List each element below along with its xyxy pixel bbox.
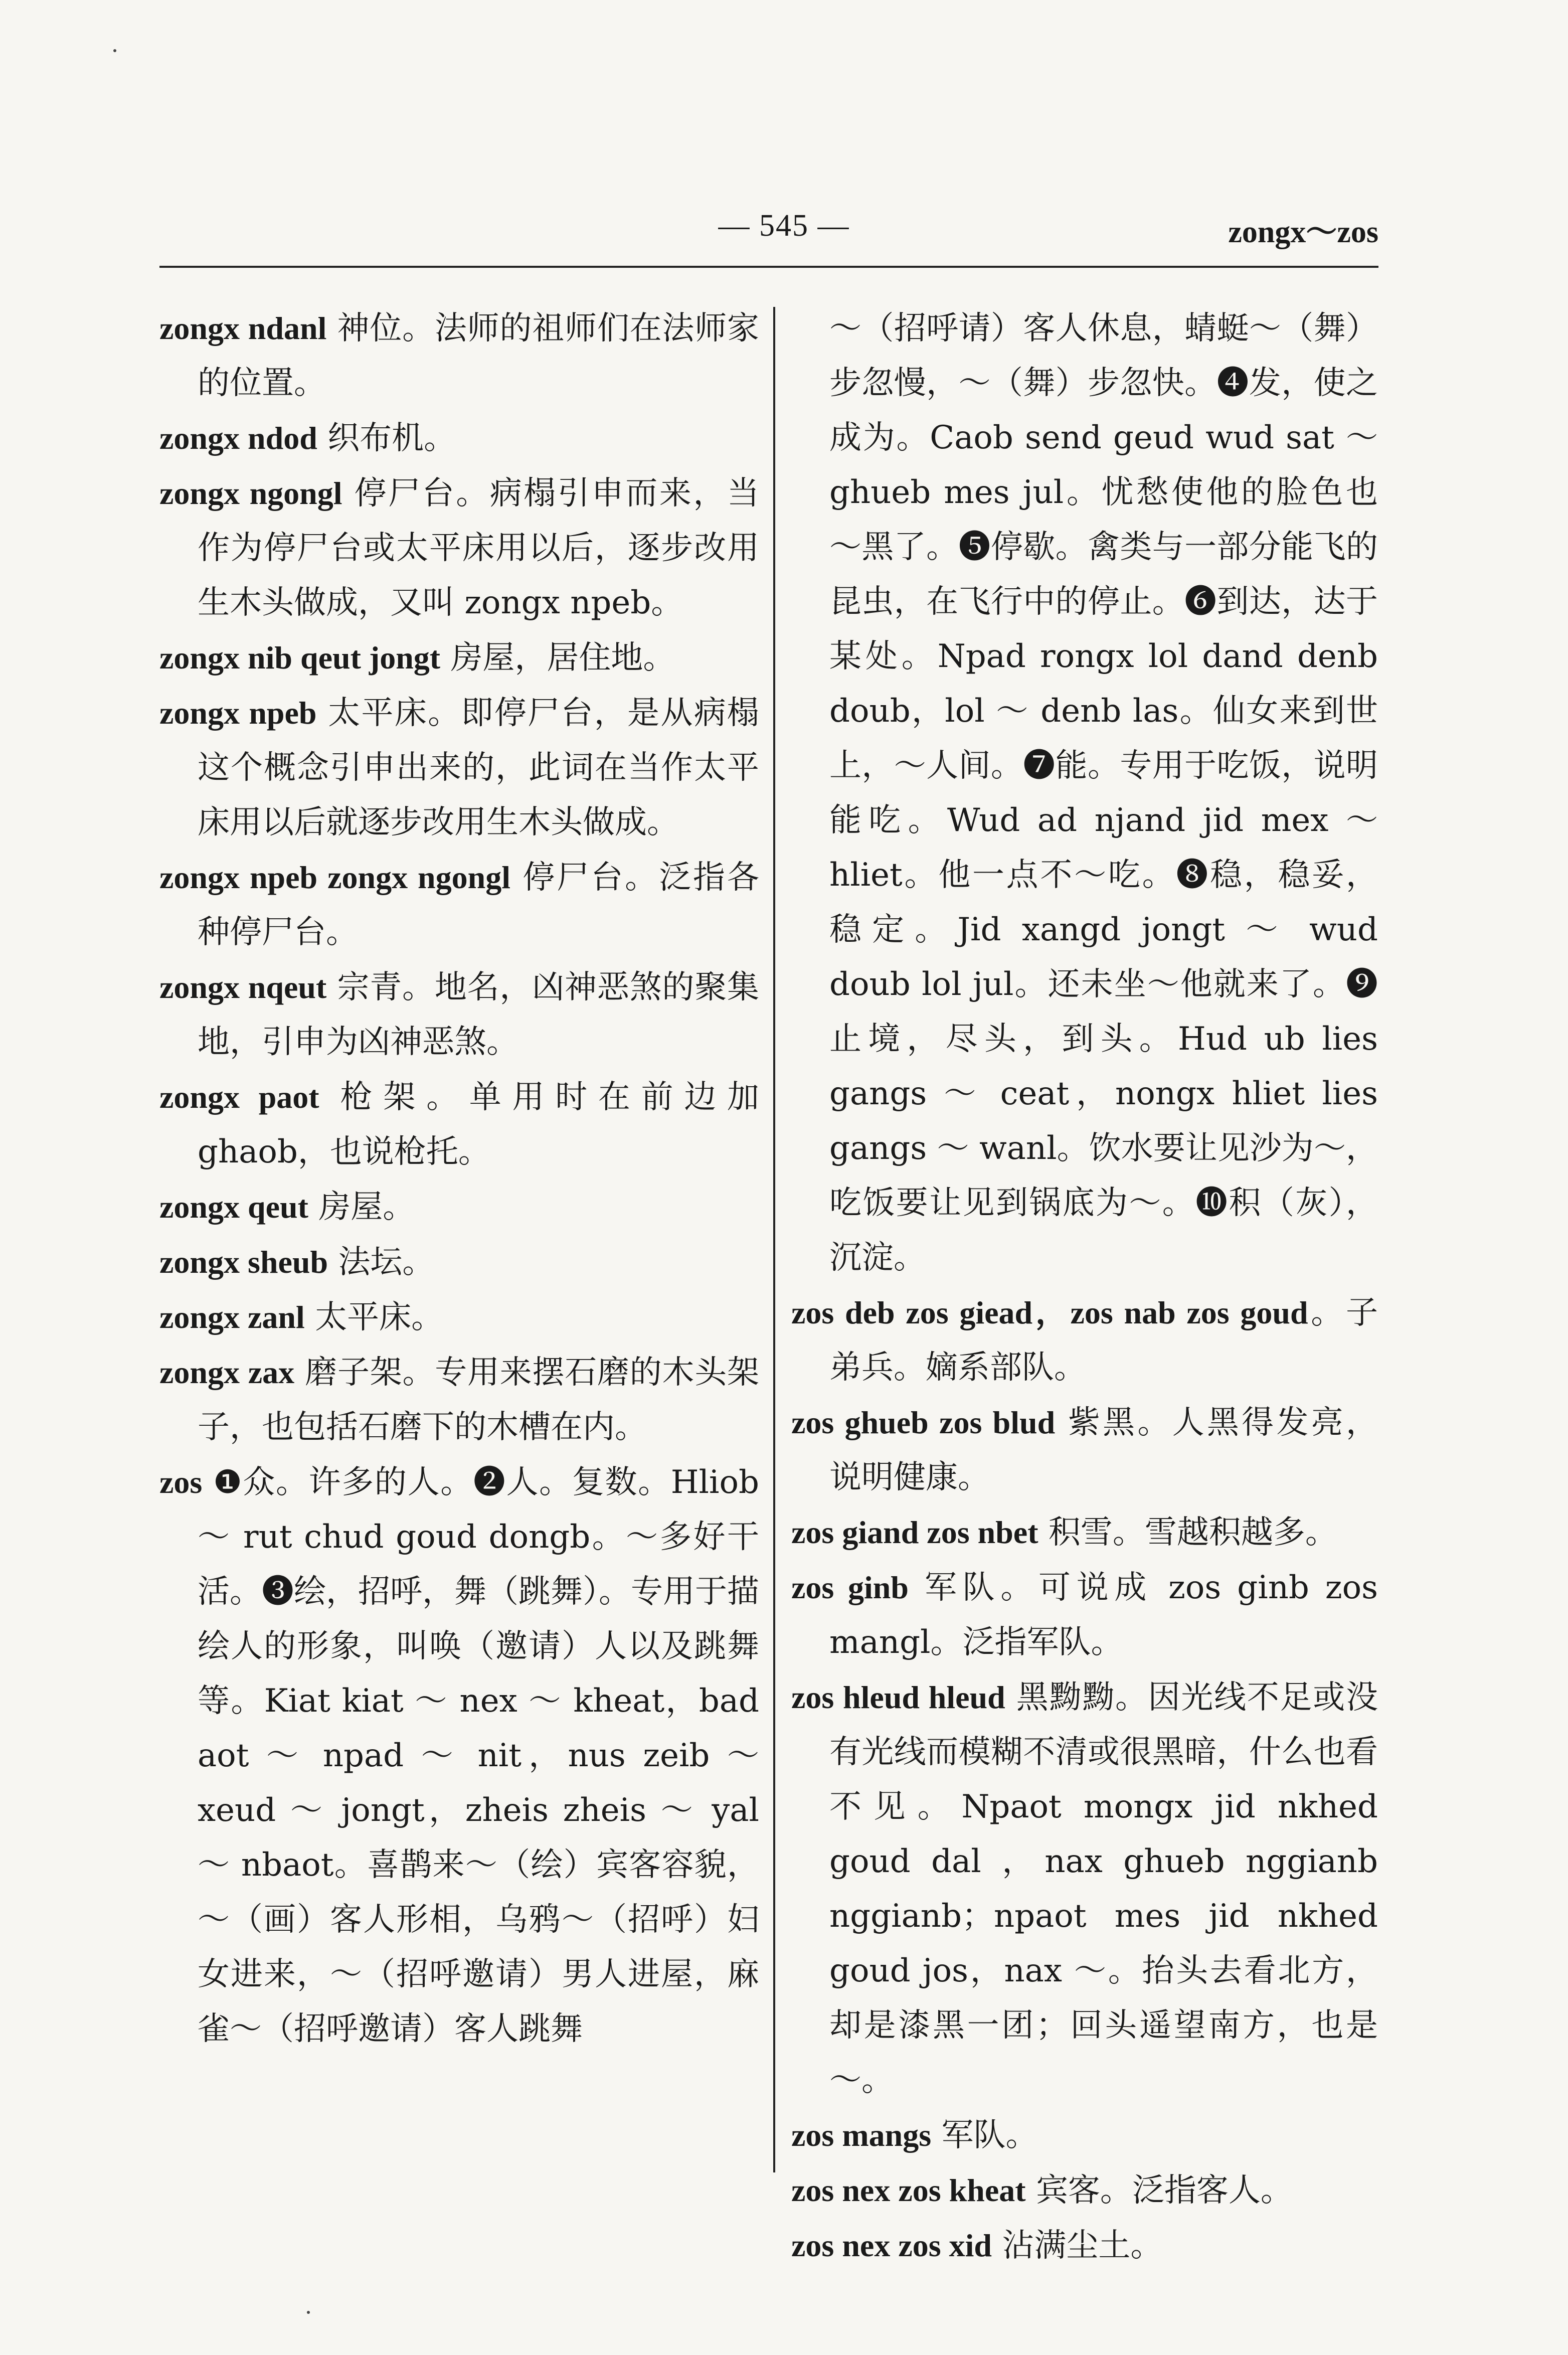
dictionary-entry [791, 2218, 1378, 2273]
dictionary-entry [159, 301, 759, 411]
definition: 神位。法师的祖师们在法师家的位置。 [198, 310, 760, 402]
dictionary-entry [159, 1345, 759, 1455]
headword: zongx npeb zongx ngongl [159, 860, 511, 895]
dictionary-entry [159, 411, 759, 466]
dictionary-entry [159, 1290, 759, 1345]
definition: 宾客。泛指客人。 [1025, 2172, 1293, 2209]
headword: zos mangs [791, 2117, 932, 2153]
headword: zos ghueb zos blud [791, 1405, 1056, 1440]
definition: 停尸台。病榻引申而来，当作为停尸台或太平床用以后，逐步改用生木头做成，又叫 zongx npeb。 [198, 475, 760, 621]
definition: 军队。可说成 zos ginb zos mangl。泛指军队。 [829, 1569, 1378, 1661]
definition: ～（招呼请）客人休息，蜻蜓～（舞）步忽慢，～（舞）步忽快。❹发，使之成为。Caob send geud wud sat ～ghueb mes jul。忧愁使他的脸色也～黑了。❺停歇。禽类与一部分能飞的昆虫，在飞行中的停止。❻到达，达于某处。Npad rongx lol dand denb doub，lol ～ denb las。仙女来到世上，～人间。❼能。专用于吃饭，说明能吃。Wud ad njand jid mex ～ hliet。他一点不～吃。❽稳，稳妥，稳定。Jid xangd jongt ～ wud doub lol jul。还未坐～他就来了。❾止境，尽头，到头。Hud ub lies gangs ～ ceat，nongx hliet lies gangs ～ wanl。饮水要让见沙为～，吃饭要让见到锅底为～。❿积（灰），沉淀。 [829, 310, 1378, 1276]
dictionary-entry [159, 1070, 759, 1180]
dictionary-entry [791, 1670, 1378, 2108]
headword: zongx ngongl [159, 475, 342, 511]
headword: zos giand zos nbet [791, 1515, 1038, 1550]
definition: 紫黑。人黑得发亮，说明健康。 [829, 1404, 1378, 1496]
right-column [791, 301, 1378, 2273]
dictionary-entry [791, 2163, 1378, 2218]
headword: zongx paot [159, 1079, 319, 1115]
headword: zongx zax [159, 1355, 295, 1390]
dictionary-entry [159, 850, 759, 960]
dictionary-entry [791, 1560, 1378, 1670]
headword: zos ginb [791, 1570, 909, 1605]
dictionary-entry [159, 686, 759, 850]
definition: 房屋，居住地。 [440, 639, 675, 677]
definition: ❶众。许多的人。❷人。复数。Hliob ～ rut chud goud dongb。～多好干活。❸绘，招呼，舞（跳舞）。专用于描绘人的形象，叫唤（邀请）人以及跳舞等。Kiat kiat ～ nex ～ kheat，bad aot ～ npad ～ nit，nus zeib ～ xeud ～ jongt，zheis zheis ～ yal ～ nbaot。喜鹊来～（绘）宾客容貌，～（画）客人形相，乌鸦～（招呼）妇女进来，～（招呼邀请）男人进屋，麻雀～（招呼邀请）客人跳舞 [198, 1464, 759, 2048]
page-number: — 545 — [718, 209, 850, 243]
scan-speck [307, 2311, 310, 2314]
headword: zos [159, 1464, 203, 1500]
dictionary-entry [159, 1235, 759, 1290]
headword: zongx sheub [159, 1244, 328, 1280]
headword: zongx ndanl [159, 310, 327, 346]
headword: zongx ndod [159, 420, 317, 456]
dictionary-entry [159, 630, 759, 686]
definition: 沾满尘土。 [992, 2227, 1163, 2264]
dictionary-entry [791, 2108, 1378, 2163]
headword: zos hleud hleud [791, 1679, 1005, 1715]
scan-speck [113, 49, 116, 52]
headword: zongx npeb [159, 695, 317, 731]
definition: 太平床。即停尸台，是从病榻这个概念引申出来的，此词在当作太平床用以后就逐步改用生木头做成。 [198, 695, 760, 841]
headword: zongx nqeut [159, 969, 327, 1005]
headword: zos nex zos kheat [791, 2172, 1026, 2208]
definition: 太平床。 [304, 1299, 444, 1336]
definition: 停尸台。泛指各种停尸台。 [198, 859, 760, 951]
headword: zongx zanl [159, 1299, 305, 1335]
header-rule [159, 266, 1378, 268]
definition: 积雪。雪越积越多。 [1038, 1514, 1337, 1551]
dictionary-entry-continuation [791, 301, 1378, 1285]
dictionary-entry [159, 960, 759, 1070]
definition: 宗青。地名，凶神恶煞的聚集地，引申为凶神恶煞。 [198, 969, 759, 1061]
headword: zongx qeut [159, 1189, 308, 1225]
definition: 房屋。 [308, 1189, 415, 1226]
dictionary-entry [159, 1180, 759, 1235]
dictionary-entry [159, 466, 759, 630]
definition: 法坛。 [328, 1244, 435, 1281]
headword: zos deb zos giead，zos nab zos goud [791, 1295, 1308, 1330]
dictionary-entry [159, 1455, 759, 2057]
left-column [159, 301, 759, 2057]
dictionary-entry [791, 1395, 1378, 1505]
definition: 枪架。单用时在前边加 ghaob，也说枪托。 [198, 1079, 760, 1170]
dictionary-entry [791, 1285, 1378, 1395]
definition: 。子弟兵。嫡系部队。 [829, 1294, 1378, 1386]
guide-words: zongx～zos [1228, 215, 1378, 249]
definition: 军队。 [931, 2117, 1038, 2154]
definition: 织布机。 [317, 420, 456, 457]
headword: zongx nib qeut jongt [159, 640, 441, 676]
dictionary-entry [791, 1505, 1378, 1560]
headword: zos nex zos xid [791, 2228, 992, 2263]
definition: 磨子架。专用来摆石磨的木头架子，也包括石磨下的木槽在内。 [198, 1354, 759, 1446]
definition: 黑黝黝。因光线不足或没有光线而模糊不清或很黑暗，什么也看不见。Npaot mongx jid nkhed goud dal ，nax ghueb nggianb nggianb；npaot mes jid nkhed goud jos，nax ～。抬头去看北方，却是漆黑一团；回头遥望南方，也是～。 [829, 1679, 1378, 2099]
column-divider [773, 307, 775, 2172]
